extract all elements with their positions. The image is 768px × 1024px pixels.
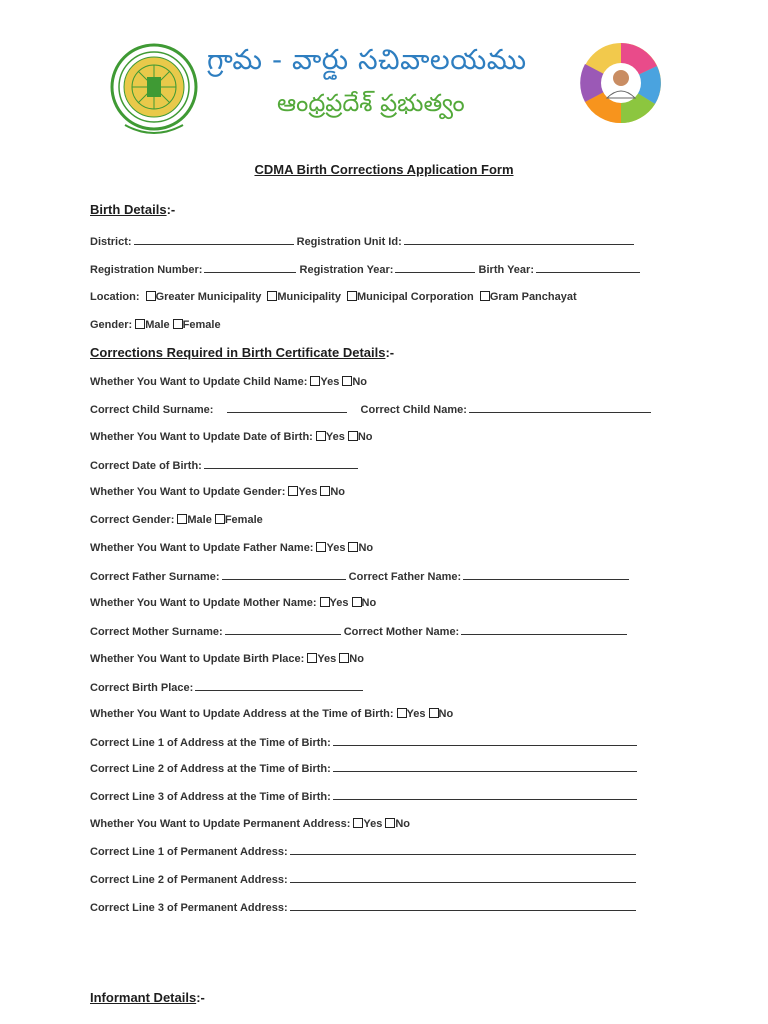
no-checkbox[interactable]: [342, 376, 352, 386]
registration-year-field[interactable]: [395, 262, 475, 273]
row-address-birth-line3: Correct Line 3 of Address at the Time of Birth:: [90, 789, 637, 804]
yes-checkbox[interactable]: [316, 431, 326, 441]
row-father-question: Whether You Want to Update Father Name: Yes No: [90, 542, 374, 554]
location-checkbox[interactable]: [480, 291, 490, 301]
row-permanent-line1: Correct Line 1 of Permanent Address:: [90, 844, 636, 859]
location-checkbox[interactable]: [347, 291, 357, 301]
yes-checkbox[interactable]: [353, 818, 363, 828]
address-birth-line3-field[interactable]: [333, 789, 637, 800]
row-mother-question: Whether You Want to Update Mother Name: Yes No: [90, 597, 377, 609]
father-name-field[interactable]: [463, 569, 629, 580]
no-checkbox[interactable]: [339, 653, 349, 663]
cm-portrait-logo-icon: [579, 38, 663, 128]
correct-male-checkbox[interactable]: [177, 514, 187, 524]
no-checkbox[interactable]: [352, 597, 362, 607]
yes-checkbox[interactable]: [307, 653, 317, 663]
row-address-birth-question: Whether You Want to Update Address at the Time of Birth: Yes No: [90, 708, 454, 720]
row-dob-question: Whether You Want to Update Date of Birth: Yes No: [90, 431, 373, 443]
row-permanent-line3: Correct Line 3 of Permanent Address:: [90, 900, 636, 915]
address-birth-line2-field[interactable]: [333, 761, 637, 772]
row-gender-question: Whether You Want to Update Gender: Yes No: [90, 486, 345, 498]
header-subtitle-telugu: ఆంధ్రప్రదేశ్ ప్రభుత్వం: [277, 89, 465, 117]
birth-place-field[interactable]: [195, 680, 363, 691]
location-checkbox[interactable]: [146, 291, 156, 301]
no-checkbox[interactable]: [320, 486, 330, 496]
no-checkbox[interactable]: [429, 708, 439, 718]
dob-field[interactable]: [204, 458, 358, 469]
section-corrections: Corrections Required in Birth Certificate Details:-: [90, 345, 395, 360]
row-birth-place-question: Whether You Want to Update Birth Place: Yes No: [90, 653, 364, 665]
section-birth-details: Birth Details:-: [90, 202, 176, 217]
no-checkbox[interactable]: [348, 542, 358, 552]
mother-surname-field[interactable]: [225, 624, 341, 635]
permanent-line2-field[interactable]: [290, 872, 636, 883]
district-field[interactable]: [134, 234, 294, 245]
row-district: District: Registration Unit Id:: [90, 234, 634, 249]
correct-female-checkbox[interactable]: [215, 514, 225, 524]
row-mother-name: Correct Mother Surname: Correct Mother Name:: [90, 624, 627, 639]
row-correct-gender: Correct Gender: Male Female: [90, 514, 263, 526]
header-title-telugu: గ్రామ - వార్డు సచివాలయము: [207, 43, 527, 76]
form-title: CDMA Birth Corrections Application Form: [254, 162, 514, 177]
row-birth-place: Correct Birth Place:: [90, 680, 363, 695]
yes-checkbox[interactable]: [288, 486, 298, 496]
gender-female-checkbox[interactable]: [173, 319, 183, 329]
row-permanent-address-question: Whether You Want to Update Permanent Address: Yes No: [90, 818, 410, 830]
child-surname-field[interactable]: [227, 402, 347, 413]
no-checkbox[interactable]: [385, 818, 395, 828]
yes-checkbox[interactable]: [310, 376, 320, 386]
header-banner: [104, 33, 664, 145]
row-child-name: Correct Child Surname: Correct Child Name:: [90, 402, 651, 417]
location-checkbox[interactable]: [267, 291, 277, 301]
section-informant-details: Informant Details:-: [90, 990, 205, 1005]
registration-unit-field[interactable]: [404, 234, 634, 245]
row-child-name-question: Whether You Want to Update Child Name: Yes No: [90, 376, 367, 388]
row-gender: Gender: Male Female: [90, 319, 221, 331]
registration-number-field[interactable]: [204, 262, 296, 273]
birth-year-field[interactable]: [536, 262, 640, 273]
permanent-line3-field[interactable]: [290, 900, 636, 911]
row-location: Location: Greater Municipality Municipality Municipal Corporation Gram Panchayat: [90, 291, 577, 303]
father-surname-field[interactable]: [222, 569, 346, 580]
state-emblem-icon: [107, 41, 201, 137]
row-permanent-line2: Correct Line 2 of Permanent Address:: [90, 872, 636, 887]
row-address-birth-line2: Correct Line 2 of Address at the Time of Birth:: [90, 761, 637, 776]
no-checkbox[interactable]: [348, 431, 358, 441]
permanent-line1-field[interactable]: [290, 844, 636, 855]
row-father-name: Correct Father Surname: Correct Father Name:: [90, 569, 629, 584]
gender-male-checkbox[interactable]: [135, 319, 145, 329]
row-registration: Registration Number: Registration Year: Birth Year:: [90, 262, 640, 277]
yes-checkbox[interactable]: [316, 542, 326, 552]
row-address-birth-line1: Correct Line 1 of Address at the Time of Birth:: [90, 735, 637, 750]
child-name-field[interactable]: [469, 402, 651, 413]
yes-checkbox[interactable]: [397, 708, 407, 718]
mother-name-field[interactable]: [461, 624, 627, 635]
row-dob: Correct Date of Birth:: [90, 458, 358, 473]
address-birth-line1-field[interactable]: [333, 735, 637, 746]
yes-checkbox[interactable]: [320, 597, 330, 607]
